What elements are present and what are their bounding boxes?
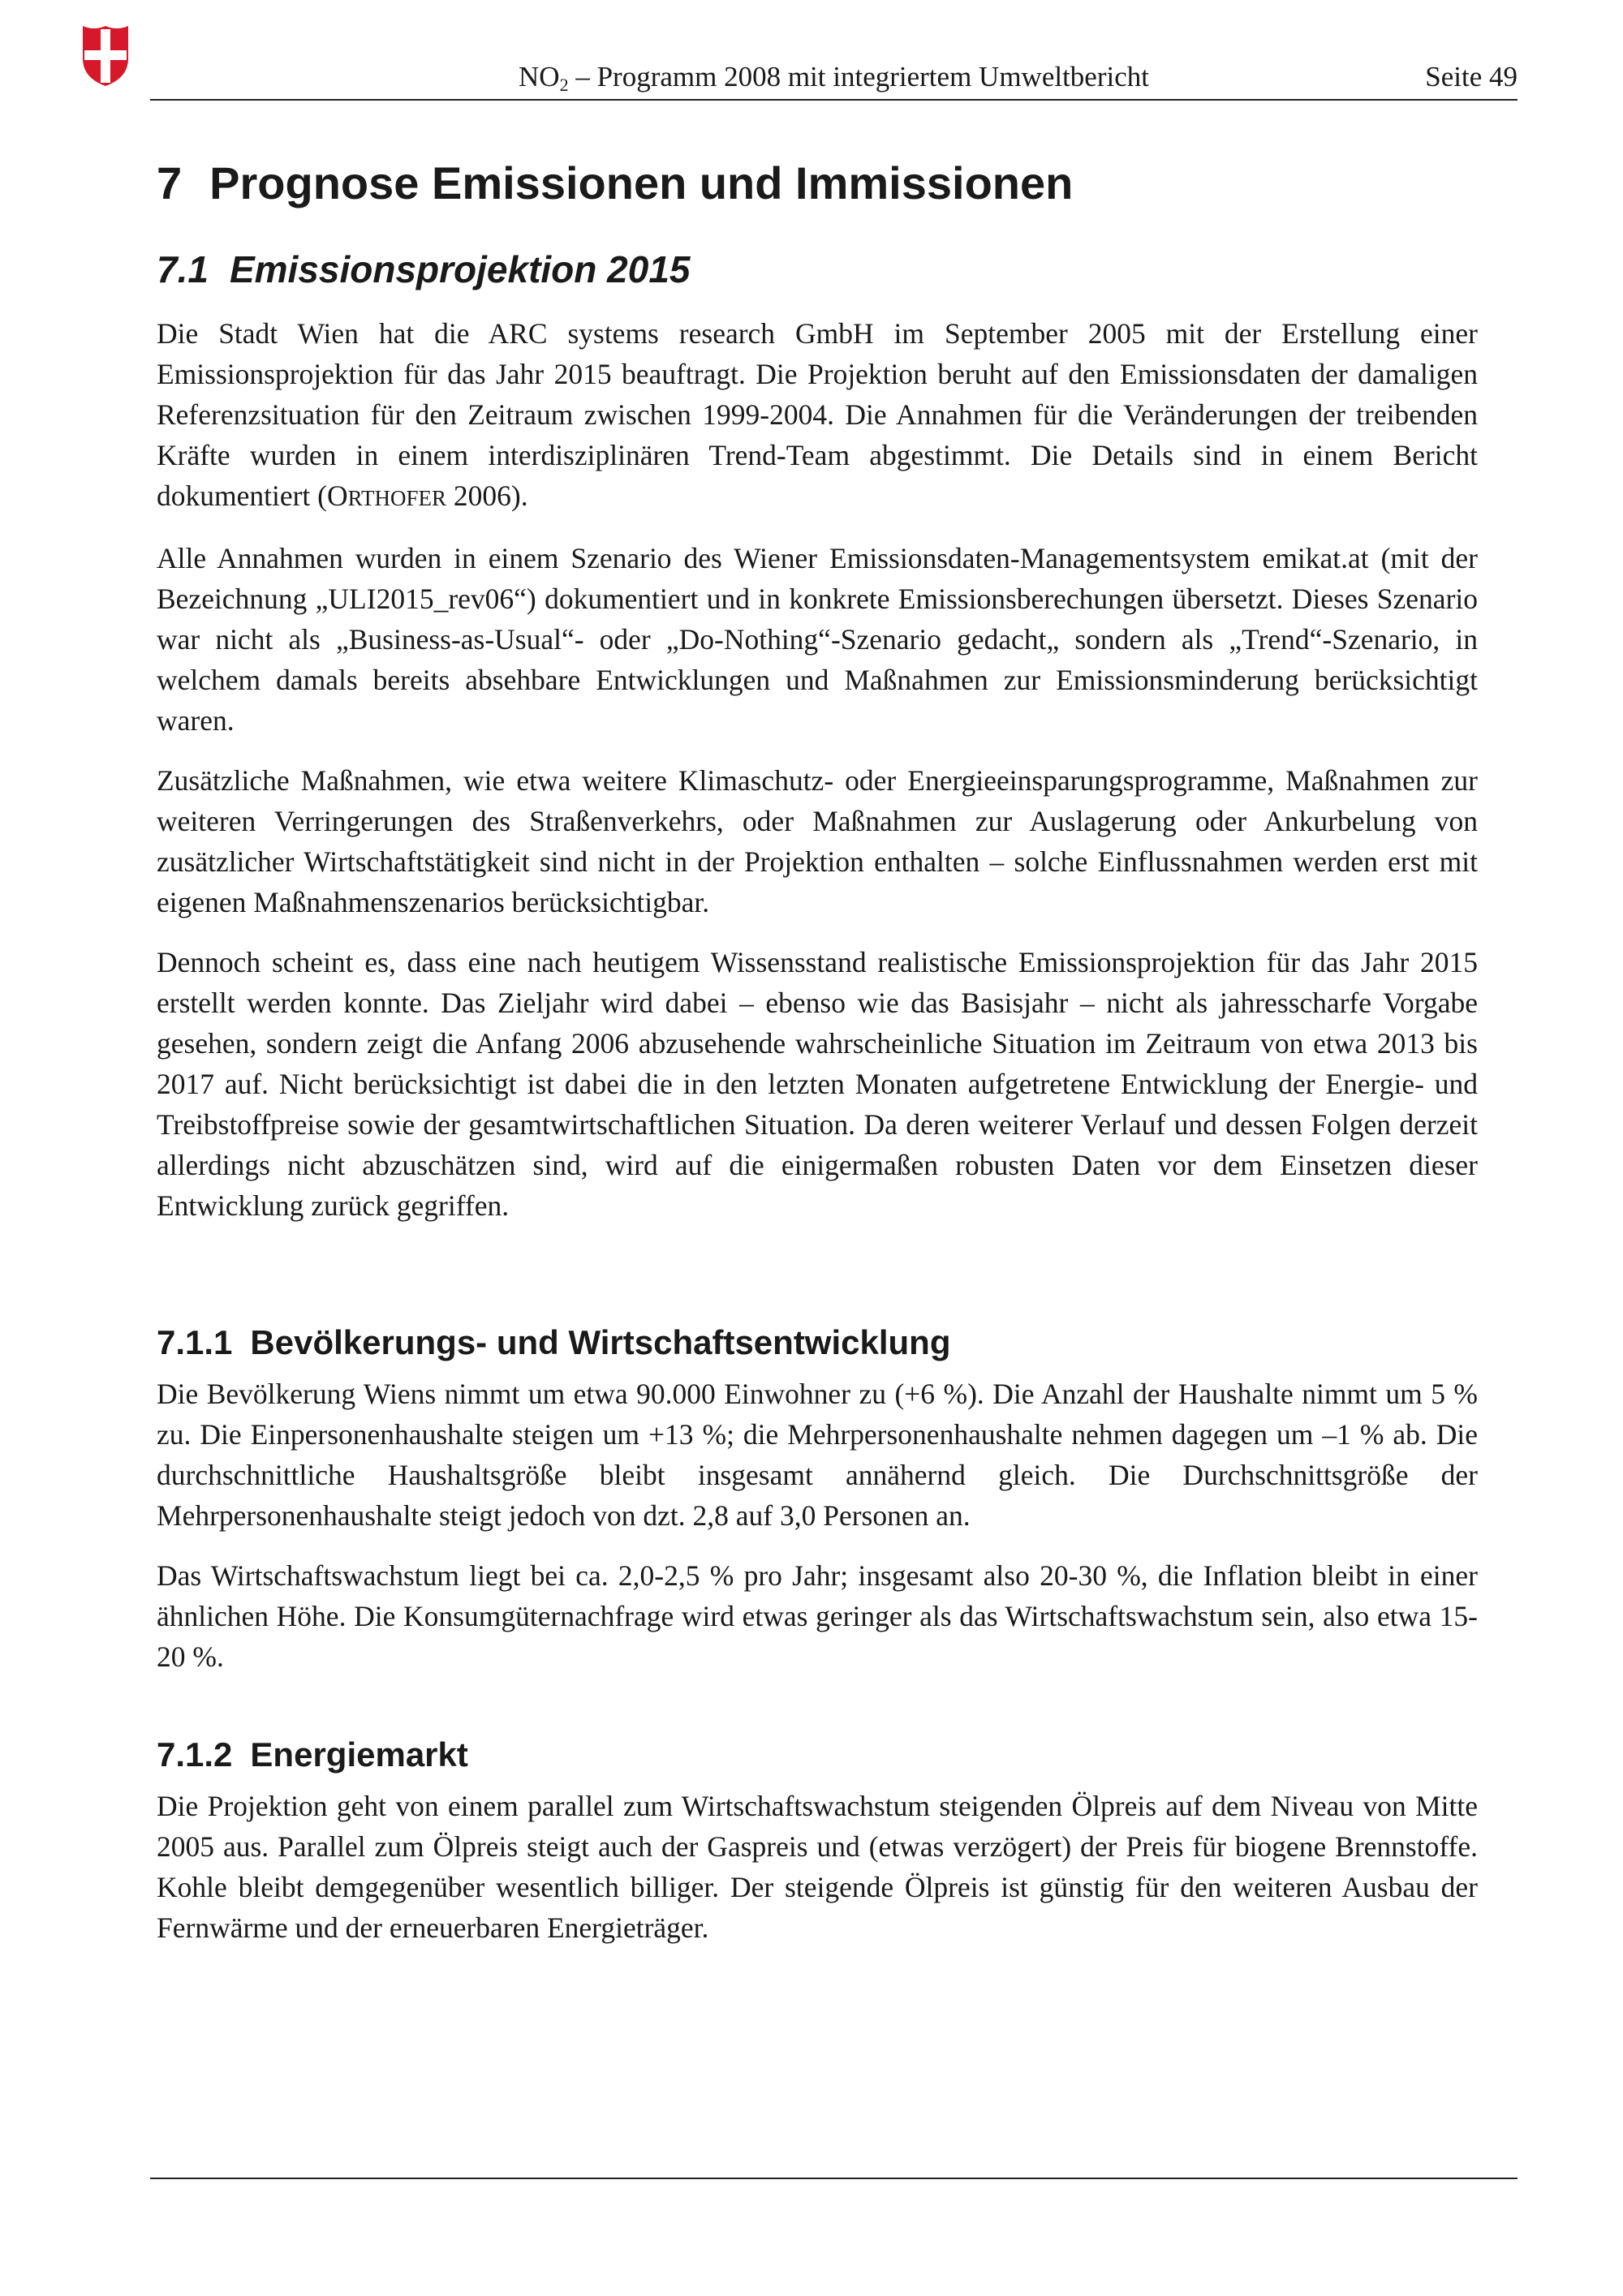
footer-divider [150, 2178, 1518, 2179]
spacer [157, 1696, 1478, 1732]
section-paragraph-1 [157, 313, 1478, 518]
header-title-post: – Programm 2008 mit integriertem Umweltbericht [568, 61, 1149, 92]
vienna-coat-of-arms-icon [80, 23, 131, 88]
chapter-heading [157, 154, 1478, 213]
section-paragraph-3: Zusätzliche Maßnahmen, wie etwa weitere Klimaschutz- oder Energieeinsparungsprogramme, Maßnahmen zur weiteren Verringerungen des Straßenverkehrs, oder Maßnahmen zur Auslagerung oder Ankurbelung von zusätzlicher Wirtschaftstätigkeit sind nicht in der Projektion enthalten – solche Einflussnahmen werden erst mit eigenen Maßnahmenszenarios berücksichtigbar. [157, 764, 1478, 918]
chapter-number: 7 [157, 157, 183, 209]
header-title-subscript: 2 [559, 75, 569, 95]
author-name: RTHOFER [347, 486, 447, 510]
section-title: Emissionsprojektion 2015 [229, 248, 691, 290]
subsection-heading-2 [157, 1732, 1478, 1778]
page-number: Seite 49 [1425, 61, 1518, 92]
section-heading [157, 245, 1478, 294]
paragraph-text: 2006). [446, 479, 528, 512]
section-number: 7.1 [157, 248, 209, 290]
paragraph-text: Die Stadt Wien hat die ARC systems research GmbH im September 2005 mit der Erstellung einer Emissionsprojektion für das Jahr 2015 beauftragt. Die Projektion beruht auf den Emissionsdaten der damaligen Referenzsituation für den Zeitraum zwischen 1999-2004. Die Annahmen für die Veränderungen der treibenden Kräfte wurden in einem interdisziplinären Trend-Team abgestimmt. Die Details sind in einem Bericht dokumentiert ( [157, 317, 1478, 512]
page-header [150, 57, 1518, 101]
subsection-number: 7.1.1 [157, 1323, 233, 1361]
subsection1-paragraph-2: Das Wirtschaftswachstum liegt bei ca. 2,0-2,5 % pro Jahr; insgesamt also 20-30 %, die Inflation bleibt in einer ähnlichen Höhe. Die Konsumgüternachfrage wird etwas geringer als das Wirtschaftswachstum sein, also etwa 15-20 %. [157, 1559, 1478, 1673]
subsection-title: Energiemarkt [250, 1735, 468, 1774]
subsection1-paragraph-1: Die Bevölkerung Wiens nimmt um etwa 90.000 Einwohner zu (+6 %). Die Anzahl der Haushalte nimmt um 5 % zu. Die Einpersonenhaushalte steigen um +13 %; die Mehrpersonenhaushalte nehmen dagegen um –1 % ab. Die durchschnittliche Haushaltsgröße bleibt insgesamt annähernd gleich. Die Durchschnittsgröße der Mehrpersonenhaushalte steigt jedoch von dzt. 2,8 auf 3,0 Personen an. [157, 1378, 1478, 1532]
spacer [157, 1245, 1478, 1320]
header-title-pre: NO [519, 61, 560, 92]
section-paragraph-4: Dennoch scheint es, dass eine nach heutigem Wissensstand realistische Emissionsprojektion für das Jahr 2015 erstellt werden konnte. Das Zieljahr wird dabei – ebenso wie das Basisjahr – nicht als jahresscharfe Vorgabe gesehen, sondern zeigt die Anfang 2006 abzusehende wahrscheinliche Situation im Zeitraum von etwa 2013 bis 2017 auf. Nicht berücksichtigt ist dabei die in den letzten Monaten aufgetretene Entwicklung der Energie- und Treibstoffpreise sowie der gesamtwirtschaftlichen Situation. Da deren weiterer Verlauf und dessen Folgen derzeit allerdings nicht abzuschätzen sind, wird auf die einigermaßen robusten Daten vor dem Einsetzen dieser Entwicklung zurück gegriffen. [157, 946, 1478, 1222]
subsection-heading-1 [157, 1320, 1478, 1365]
subsection-number: 7.1.2 [157, 1735, 233, 1774]
header-title [150, 57, 1518, 105]
main-content [157, 154, 1478, 1967]
author-initial: O [326, 479, 348, 512]
subsection2-paragraph-1: Die Projektion geht von einem parallel zum Wirtschaftswachstum steigenden Ölpreis auf dem Niveau von Mitte 2005 aus. Parallel zum Ölpreis steigt auch der Gaspreis und (etwas verzögert) der Preis für biogene Brennstoffe. Kohle bleibt demgegenüber wesentlich billiger. Der steigende Ölpreis ist günstig für den weiteren Ausbau der Fernwärme und der erneuerbaren Energieträger. [157, 1790, 1478, 1944]
section-paragraph-2: Alle Annahmen wurden in einem Szenario des Wiener Emissionsdaten-Managementsystem emikat.at (mit der Bezeichnung „ULI2015_rev06“) dokumentiert und in konkrete Emissionsberechungen übersetzt. Dieses Szenario war nicht als „Business-as-Usual“- oder „Do-Nothing“-Szenario gedacht„ sondern als „Trend“-Szenario, in welchem damals bereits absehbare Entwicklungen und Maßnahmen zur Emissionsminderung berücksichtigt waren. [157, 542, 1478, 737]
chapter-title: Prognose Emissionen und Immissionen [209, 157, 1074, 209]
subsection-title: Bevölkerungs- und Wirtschaftsentwicklung [250, 1323, 951, 1361]
